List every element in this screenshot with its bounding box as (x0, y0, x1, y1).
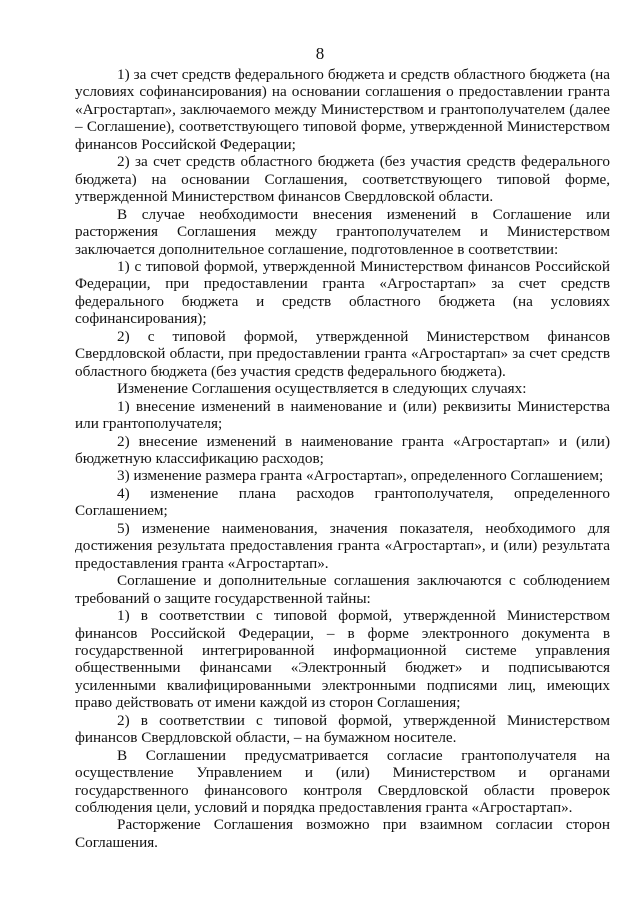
paragraph-3: В случае необходимости внесения изменений в Соглашение или расторжения Соглашения между грантополучателем и Министерством заключается дополнительное соглашение, подготовленное в соответствии: (75, 205, 610, 258)
paragraph-8: 2) внесение изменений в наименование гранта «Агростартап» и (или) бюджетную классификацию расходов; (75, 432, 610, 467)
paragraph-14: 2) в соответствии с типовой формой, утвержденной Министерством финансов Свердловской области, – на бумажном носителе. (75, 711, 610, 747)
document-body (75, 66, 610, 851)
paragraph-4: 1) с типовой формой, утвержденной Министерством финансов Российской Федерации, при предоставлении гранта «Агростартап» за счет средств федерального бюджета и средств областного бюджета (на условиях софинансирования); (75, 257, 610, 328)
paragraph-16: Расторжение Соглашения возможно при взаимном согласии сторон Соглашения. (75, 816, 610, 851)
paragraph-2: 2) за счет средств областного бюджета (без участия средств федерального бюджета) на основании Соглашения, соответствующего типовой форме, утвержденной Министерством финансов Свердловской области. (75, 153, 610, 206)
paragraph-6: Изменение Соглашения осуществляется в следующих случаях: (117, 380, 527, 398)
paragraph-5: 2) с типовой формой, утвержденной Министерством финансов Свердловской области, при предоставлении гранта «Агростартап» за счет средств областного бюджета (без участия средств федерального бюджета). (75, 327, 610, 380)
paragraph-7: 1) внесение изменений в наименование и (или) реквизиты Министерства или грантополучателя; (75, 397, 610, 433)
paragraph-9: 3) изменение размера гранта «Агростартап», определенного Соглашением; (117, 467, 604, 485)
paragraph-10: 4) изменение плана расходов грантополучателя, определенного Соглашением; (75, 484, 610, 520)
paragraph-11: 5) изменение наименования, значения показателя, необходимого для достижения результата предоставления гранта «Агростартап», и (или) результата предоставления гранта «Агростартап». (75, 519, 610, 572)
page-number: 8 (315, 44, 325, 63)
paragraph-13: 1) в соответствии с типовой формой, утвержденной Министерством финансов Российской Федерации, – в форме электронного документа в государственной интегрированной информационной системе управления общественными финансами «Электронный бюджет» и подписываются усиленными квалифицированными электронными подписями лиц, имеющих право действовать от имени каждой из сторон Соглашения; (75, 607, 610, 712)
paragraph-1: 1) за счет средств федерального бюджета и средств областного бюджета (на условиях софинансирования) на основании соглашения о предоставлении гранта «Агростартап», заключаемого между Министерством и грантополучателем (далее – Соглашение), соответствующего типовой форме, утвержденной Министерством финансов Российской Федерации; (75, 66, 610, 153)
paragraph-12: Соглашение и дополнительные соглашения заключаются с соблюдением требований о защите государственной тайны: (75, 572, 610, 607)
paragraph-15: В Соглашении предусматривается согласие грантополучателя на осуществление Управлением и (или) Министерством и органами государственного финансового контроля Свердловской области проверок соблюдения цели, условий и порядка предоставления гранта «Агростартап». (75, 746, 610, 817)
